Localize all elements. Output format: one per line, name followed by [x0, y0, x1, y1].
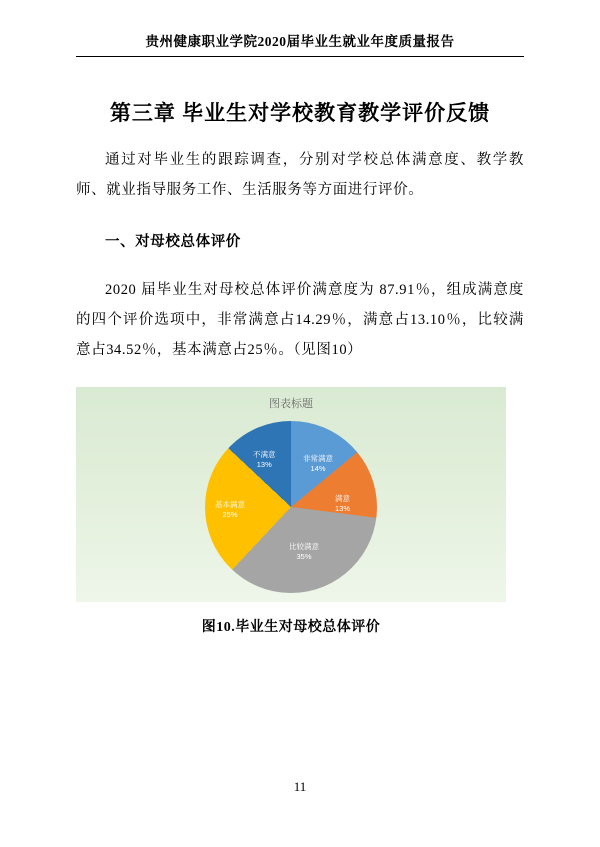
- slice-pct-1: 13%: [335, 504, 351, 513]
- header-divider: [76, 56, 524, 57]
- slice-label-bijiao-manyi: [287, 541, 321, 563]
- slice-pct-4: 13%: [256, 460, 272, 469]
- slice-label-feichang-manyi: [301, 453, 335, 475]
- slice-name-0: 非常满意: [303, 454, 333, 463]
- chapter-title: 第三章 毕业生对学校教育教学评价反馈: [109, 101, 491, 125]
- section-paragraph: 2020 届毕业生对母校总体评价满意度为 87.91％，组成满意度的四个评价选项中，非常满意占14.29％，满意占13.10％，比较满意占34.52％，基本满意占25％。（见图10）: [76, 282, 524, 358]
- slice-pct-0: 14%: [310, 464, 326, 473]
- slice-pct-2: 35%: [296, 552, 312, 561]
- intro-paragraph: 通过对毕业生的跟踪调查，分别对学校总体满意度、教学教师、就业指导服务工作、生活服务等方面进行评价。: [76, 152, 524, 198]
- pie-chart: [76, 387, 506, 602]
- slice-label-jiben-manyi: [213, 499, 247, 521]
- figure-caption: 图10.毕业生对母校总体评价: [201, 620, 381, 635]
- chart-title: 图表标题: [269, 398, 313, 410]
- slice-name-2: 比较满意: [289, 542, 319, 551]
- slice-pct-3: 25%: [222, 510, 238, 519]
- slice-name-4: 不满意: [253, 450, 276, 459]
- page-number: 11: [293, 779, 307, 794]
- pie-wrap: [205, 421, 377, 593]
- slice-name-1: 满意: [335, 494, 350, 503]
- slice-label-manyi: [333, 493, 352, 515]
- slice-name-3: 基本满意: [215, 500, 245, 509]
- document-header: 贵州健康职业学院2020届毕业生就业年度质量报告: [145, 34, 455, 49]
- page-content: [76, 30, 524, 636]
- slice-label-bu-manyi: [251, 449, 278, 471]
- section-heading: 一、对母校总体评价: [105, 234, 241, 250]
